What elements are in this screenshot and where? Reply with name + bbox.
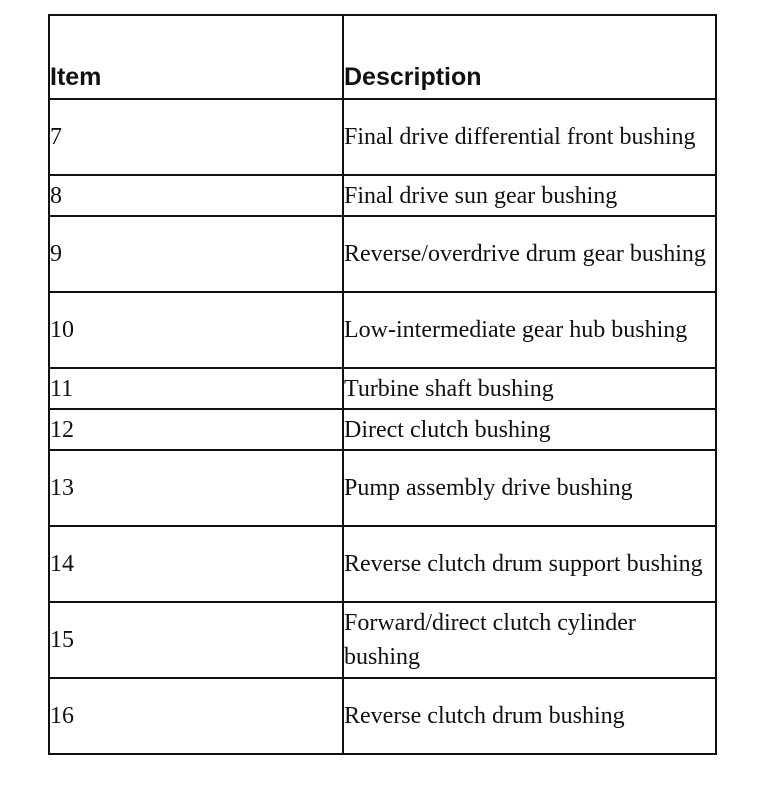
item-description: Turbine shaft bushing bbox=[343, 368, 716, 409]
header-row bbox=[49, 15, 716, 99]
table-row bbox=[49, 292, 716, 368]
item-number: 9 bbox=[49, 216, 343, 292]
header-item: Item bbox=[49, 15, 343, 99]
parts-table bbox=[48, 14, 717, 755]
item-number: 7 bbox=[49, 99, 343, 175]
item-description: Final drive differential front bushing bbox=[343, 99, 716, 175]
table-row bbox=[49, 175, 716, 216]
item-number: 8 bbox=[49, 175, 343, 216]
item-number: 15 bbox=[49, 602, 343, 678]
table-row bbox=[49, 99, 716, 175]
table-row bbox=[49, 602, 716, 678]
item-number: 14 bbox=[49, 526, 343, 602]
table-row bbox=[49, 526, 716, 602]
table-row bbox=[49, 450, 716, 526]
item-description: Direct clutch bushing bbox=[343, 409, 716, 450]
table-row bbox=[49, 368, 716, 409]
table-row bbox=[49, 216, 716, 292]
item-description: Reverse clutch drum bushing bbox=[343, 678, 716, 754]
item-description: Low-intermediate gear hub bushing bbox=[343, 292, 716, 368]
item-description: Pump assembly drive bushing bbox=[343, 450, 716, 526]
table-row bbox=[49, 678, 716, 754]
item-number: 16 bbox=[49, 678, 343, 754]
item-number: 10 bbox=[49, 292, 343, 368]
item-description: Forward/direct clutch cylinder bushing bbox=[343, 602, 716, 678]
header-description: Description bbox=[343, 15, 716, 99]
item-description: Final drive sun gear bushing bbox=[343, 175, 716, 216]
item-number: 11 bbox=[49, 368, 343, 409]
item-number: 13 bbox=[49, 450, 343, 526]
table-body bbox=[49, 99, 716, 754]
item-description: Reverse clutch drum support bushing bbox=[343, 526, 716, 602]
item-number: 12 bbox=[49, 409, 343, 450]
item-description: Reverse/overdrive drum gear bushing bbox=[343, 216, 716, 292]
table-row bbox=[49, 409, 716, 450]
